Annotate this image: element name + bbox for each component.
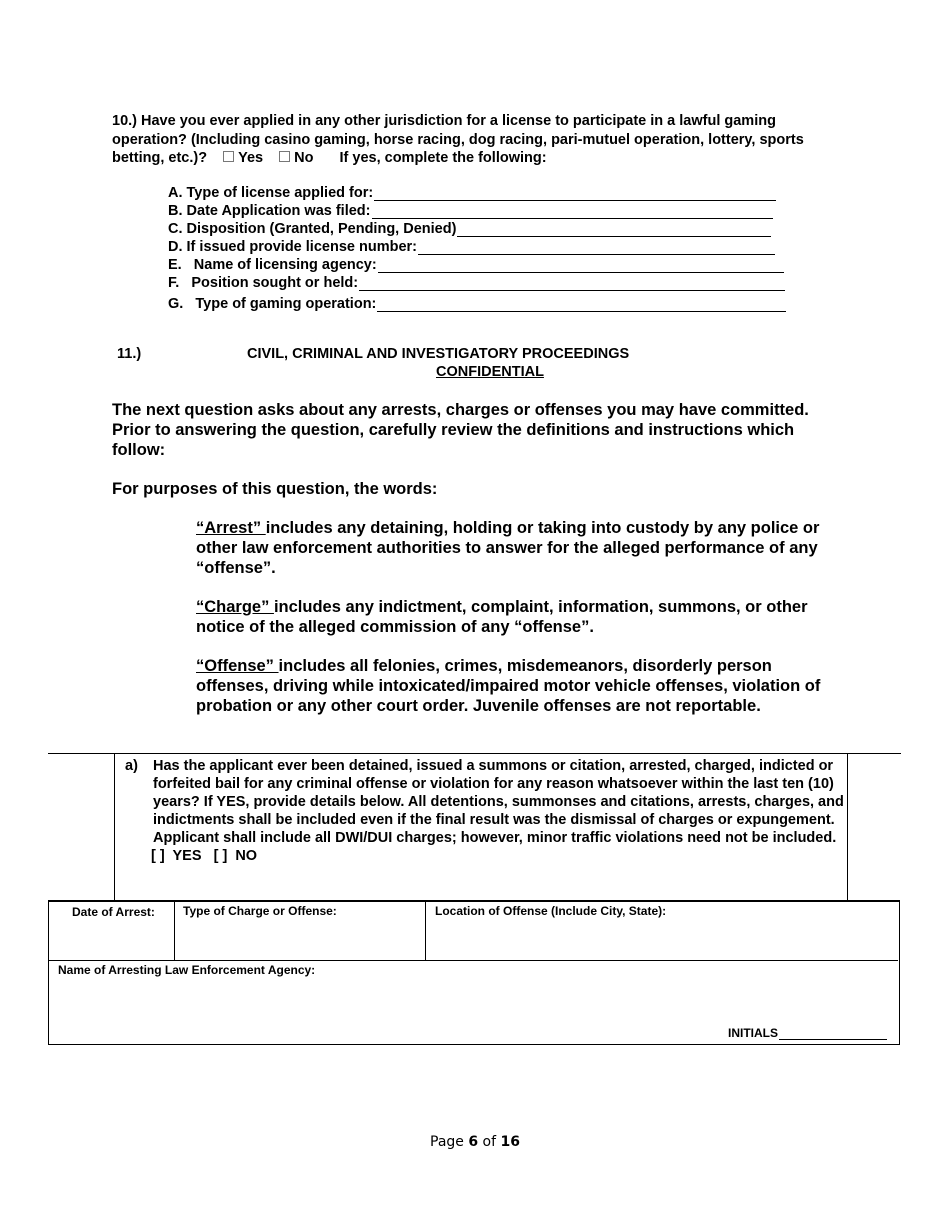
- definition-charge: [196, 598, 836, 638]
- arresting-agency-label: Name of Arresting Law Enforcement Agency:: [58, 963, 316, 977]
- arrest-details-table: [48, 900, 900, 1045]
- license-type-row: [168, 183, 776, 201]
- initials-field: [728, 1026, 887, 1040]
- yes-label: Yes: [238, 150, 264, 166]
- licensing-agency-row: [168, 255, 784, 273]
- page-of: of: [478, 1134, 501, 1150]
- license-type-label: A. Type of license applied for:: [168, 185, 374, 201]
- definition-term: “Offense”: [196, 657, 279, 675]
- disposition-row: [168, 219, 771, 237]
- disposition-label: C. Disposition (Granted, Pending, Denied): [168, 221, 457, 237]
- application-date-field[interactable]: [372, 204, 773, 219]
- question-10-text: 10.) Have you ever applied in any other jurisdiction for a license to participate in a lawful gaming operation? (Including casino gaming, horse racing, dog racing, pari-mutuel operation, lottery, sports betting, etc.)?: [112, 113, 804, 166]
- row-divider: [49, 960, 898, 961]
- gaming-operation-label: G. Type of gaming operation:: [168, 296, 377, 312]
- question-a-right-border: [847, 753, 848, 900]
- initials-line[interactable]: [779, 1027, 887, 1040]
- definition-arrest: [196, 519, 836, 578]
- yes-no-options[interactable]: [ ] YES [ ] NO: [151, 848, 258, 864]
- question-a-left-border: [114, 753, 115, 900]
- date-of-arrest-label: Date of Arrest:: [72, 905, 155, 919]
- current-page-number: 6: [468, 1134, 479, 1150]
- offense-location-label: Location of Offense (Include City, State):: [435, 904, 667, 918]
- question-10: [112, 112, 832, 168]
- position-field[interactable]: [359, 276, 785, 291]
- column-divider: [174, 902, 175, 960]
- application-date-row: [168, 201, 773, 219]
- license-number-row: [168, 237, 775, 255]
- yes-checkbox[interactable]: [223, 151, 234, 162]
- confidential-label: CONFIDENTIAL: [436, 364, 544, 380]
- licensing-agency-label: E. Name of licensing agency:: [168, 257, 377, 273]
- definition-offense: [196, 657, 836, 716]
- position-row: [168, 273, 785, 291]
- disposition-field[interactable]: [457, 222, 771, 237]
- license-number-field[interactable]: [418, 240, 775, 255]
- initials-label: INITIALS: [728, 1026, 778, 1040]
- page-footer: [0, 1134, 950, 1150]
- license-number-label: D. If issued provide license number:: [168, 239, 417, 255]
- question-a-top-border: [48, 753, 901, 754]
- page-prefix: Page: [430, 1134, 469, 1150]
- definition-term: “Arrest”: [196, 519, 266, 537]
- application-date-label: B. Date Application was filed:: [168, 203, 371, 219]
- question-a-letter: a): [125, 758, 138, 774]
- purposes-statement: For purposes of this question, the words:: [112, 480, 438, 498]
- no-checkbox[interactable]: [279, 151, 290, 162]
- question-a-text: Has the applicant ever been detained, issued a summons or citation, arrested, charged, indicted or forfeited bail for any criminal offense or violation for any reason whatsoever within the last ten (10) years? If YES, provide details below. All detentions, summonses and citations, arrests, charges, and indictments shall be included even if the final result was the dismissal of charges or expungement. Applicant shall include all DWI/DUI charges; however, minor traffic violations need not be included.: [153, 758, 844, 846]
- total-pages: 16: [500, 1134, 520, 1150]
- charge-type-label: Type of Charge or Offense:: [183, 904, 337, 918]
- definition-text: includes all felonies, crimes, misdemeanors, disorderly person offenses, driving while intoxicated/impaired motor vehicle offenses, violation of probation or any other court order. Juvenile offenses are not reportable.: [196, 657, 821, 715]
- column-divider: [425, 902, 426, 960]
- follow-up-instruction: If yes, complete the following:: [339, 150, 547, 166]
- section-11-title: CIVIL, CRIMINAL AND INVESTIGATORY PROCEEDINGS: [247, 346, 630, 362]
- gaming-operation-field[interactable]: [377, 297, 786, 312]
- definition-text: includes any detaining, holding or taking into custody by any police or other law enforcement authorities to answer for the alleged performance of any “offense”.: [196, 519, 820, 577]
- licensing-agency-field[interactable]: [378, 258, 784, 273]
- section-11-intro: The next question asks about any arrests, charges or offenses you may have committed. Prior to answering the question, carefully review the definitions and instructions which follow:: [112, 401, 809, 459]
- definition-term: “Charge”: [196, 598, 274, 616]
- no-label: No: [294, 150, 314, 166]
- question-a: [125, 757, 845, 865]
- position-label: F. Position sought or held:: [168, 275, 359, 291]
- license-type-field[interactable]: [374, 186, 776, 201]
- section-11-number: 11.): [117, 346, 142, 362]
- definition-text: includes any indictment, complaint, information, summons, or other notice of the alleged commission of any “offense”.: [196, 598, 808, 636]
- gaming-operation-row: [168, 294, 786, 312]
